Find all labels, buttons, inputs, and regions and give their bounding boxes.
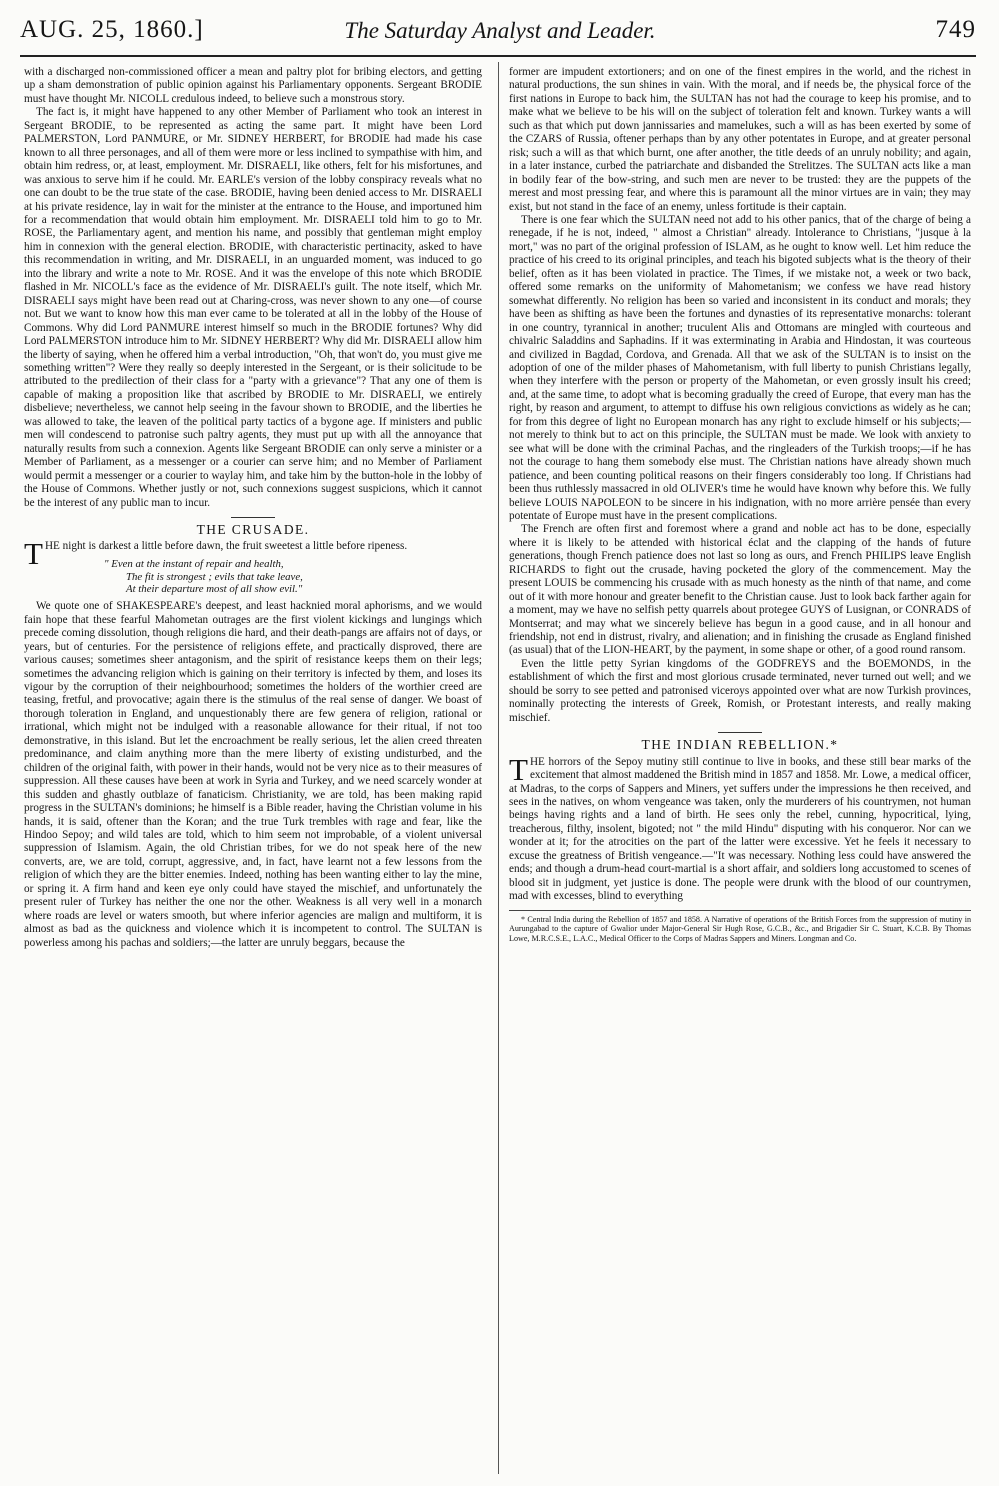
publication-title: The Saturday Analyst and Leader. bbox=[344, 18, 656, 43]
paragraph: Even the little petty Syrian kingdoms of the GODFREYS and the BOEMONDS, in the establishment of which the first and most glorious crusade terminated, never turned out well; and we should be sorry to see petted and patronised viceroys appointed over what are now Turkish provinces, nominally protecting the interests of Greek, Romish, or Protestant interests, and really making mischief. bbox=[509, 657, 971, 724]
column-divider bbox=[498, 62, 499, 1474]
paragraph: The French are often first and foremost where a grand and noble act has to be done, especially where it is likely to be attended with historical éclat and the clapping of the hands of future generations, though French patience does not last so long as ours, and French PHILIPS leave English RICHARDS to fight out the crusade, having pocketed the glory of the commencement. May the present LOUIS be commencing his crusade with as much honesty as the ninth of that name, and come out of it with more honour and greater benefit to the Christian cause. Just to look back farther again for a moment, may we have no selfish petty quarrels about protegee GUYS of Lusignan, or CONRADS of Montserrat; and may what we sincerely believe has begun in a good cause, and in all honour and friendship, not end in distrust, rivalry, and alienation; and in finishing the crusade as England finished (as usual) that of the LION-HEART, by the payment, in some shape or other, of a good round ransom. bbox=[509, 523, 971, 657]
indian-rebellion-opening bbox=[509, 751, 971, 904]
header-rule bbox=[20, 55, 976, 57]
running-head bbox=[20, 10, 976, 50]
crusade-heading: THE CRUSADE. bbox=[196, 521, 310, 537]
paragraph: We quote one of SHAKESPEARE's deepest, and least hacknied moral aphorisms, and we would fain hope that these fearful Mahometan outrages are the first violent kickings and lungings which precede coming dissolution, though religions die hard, and their death-pangs are affairs not of days, or years, but of centuries. For the persistence of religions effete, and practically disproved, there are various causes; sometimes sheer antagonism, and the spirit of resistance keeps them on their legs; sometimes the advancing religion which is gaining on their territory is infected by them, and loses its vigour by the corruption of their neighbourhood; sometimes the holders of the worthier creed are teasing, fretful, and provocative; again there is the stimulus of the real sense of danger. We boast of thorough toleration in England, and unquestionably there are few genera of religion, rational or irrational, which might not be indulged with a reasonable allowance for their ritual, if not too demonstrative, in this island. But let the encroachment be really serious, let the alien creed threaten predominance, and claim anything more than the mere liberty of existing undisturbed, and the children of the original faith, with power in their hands, would not be very nice as to their measures of suppression. All these causes have been at work in Syria and Turkey, and we need scarcely wonder at this sudden and ghastly outblaze of fanaticism. Christianity, we are told, has been making rapid progress in the SULTAN's dominions; he himself is a Bible reader, having the Christian volume in his hands, it is said, oftener than the Koran; and the true Turk trembles with rage and fear, like the Hindoo Sepoy; and wild tales are told, which to him seem not improbable, of a violent universal suppression of Islamism. Again, the old Christian tribes, for we do not speak here of the new converts, are, we are told, corrupt, aggressive, and, in fact, have learnt not a few lessons from the religion of which they are the bitter enemies. Indeed, nothing has been wanting either to lay the mine, or spring it. A firm hand and keen eye only could have stayed the mischief, and unfortunately the present ruler of Turkey has neither the one nor the other. Weakness is all very well in a monarch where roads are level or waters smooth, but where inferior agencies are malign and multiform, it is almost as bad as the quickness and violence which it is incompetent to control. The SULTAN is powerless among his pachas and soldiers;—the latter are unruly beggars, because the bbox=[24, 600, 482, 949]
paragraph: There is one fear which the SULTAN need not add to his other panics, that of the charge of being a renegade, if he is not, indeed, " almost a Christian" already. Intolerance to Christians, "jusque à la mort," was no part of the original profession of ISLAM, as he ought to know well. Let him reduce the practice of his creed to its original principles, and teach his bigoted subjects what is the theory of their belief, often as it has been violated in practice. The Times, if we mistake not, a week or two back, offered some remarks on the uniformity of Mahometanism; we confess we have read history somewhat differently. No religion has been so varied and inconsistent in its conduct and morals; they have been as shifting as have been the fortunes and dynasties of its representative monarchs: tolerant in one country, tyrannical in another; truculent Alis and Ottomans are mingled with courteous and chivalric Saladdins and Saphadins. If it was exterminating in Arabia and Hindostan, it was courteous and civilized in Bagdad, Cordova, and Grenada. All that we ask of the SULTAN is to insist on the adoption of one of the milder phases of Mahometanism, with full liberty to punish Christians legally, when they interfere with the person or property of the Mahometan, or even grossly insult his creed; and, at the same time, to adopt what is becoming gradually the creed of Europe, that every man has the right, by reason and argument, to attempt to diffuse his own religious convictions as widely as he can; for from this degree of light no European monarch has any right to exclude himself or his subjects;—not merely to think but to act on this principle, the SULTAN must be made. We look with anxiety to see what will be done with the criminal Pachas, and the ringleaders of the Turkish troops;—if he has not the courage to hang them somebody else must. The Christian nations have already shown much patience, and been counting political reasons on their fingers considerably too long. If Christians had been thus ruthlessly massacred in old OLIVER's time he would have known why before this. We fully believe LOUIS NAPOLEON to be sincere in his indignation, with no more arrière pensée than every potentate of Europe must have in the present complications. bbox=[509, 213, 971, 522]
indian-rebellion-opening-text: HE horrors of the Sepoy mutiny still continue to live in books, and these still bear marks of the excitement that almost maddened the British mind in 1857 and 1858. Mr. Lowe, a medical officer, at Madras, to the corps of Sappers and Miners, yet suffers under the impressions he then received, and sees in the natives, on whom vengeance was taken, only the murderers of his countrymen, not human beings having rights and a land of birth. He sees only the rebel, cunning, hypocritical, lying, treacherous, filthy, insolent, bigoted; not " the mild Hindu" disputing with his conqueror. Nor can we wonder at it; for the atrocities on the part of the latter were excessive. Yet he feels it necessary to excuse the greatness of British vengeance.—"It was necessary. Nothing less could have answered the ends; and though a drum-head court-martial is a short affair, and soldiers long accustomed to scenes of blood sit in judgment, yet justice is done. The people were drunk with the blood of our countrymen, mad with excesses, blind to everything bbox=[509, 755, 971, 903]
epigraph-line: The fit is strongest ; evils that take leave, bbox=[126, 570, 303, 583]
left-column bbox=[24, 66, 482, 1478]
page-number: 749 bbox=[935, 16, 976, 43]
issue-date: AUG. 25, 1860.] bbox=[20, 16, 204, 43]
paragraph: former are impudent extortioners; and on one of the finest empires in the world, and the richest in natural productions, the sun shines in vain. With the moral, and if needs be, the physical force of the first nations in Europe to back him, the SULTAN has not had the courage to keep his promise, and to make what we believe to be his will on the subject of toleration felt and known. Turkey wants a will such as that which put down jannissaries and mamelukes, such a will as has been exerted by some of the CZARS of Russia, oftener perhaps than by any other potentates in Europe, and at greater personal risk; such a will as that which burnt, one after another, the title deeds of an unruly nobility; and again, in a later instance, curbed the patriarchate and disbanded the Strelitzes. The SULTAN acts like a man in bodily fear of the bow-string, and such men are never to be trusted: they are the puppets of the merest and most pressing fear, and where this is paramount all the minor virtues are in vain; they may exist, but not stand in the face of an enemy, unless fortitude is their captain. bbox=[509, 66, 971, 213]
drop-cap: T bbox=[509, 751, 528, 787]
drop-cap: T bbox=[24, 536, 43, 572]
crusade-opening-text: HE night is darkest a little before dawn, the fruit sweetest a little before ripeness. bbox=[44, 540, 408, 553]
epigraph-line: " Even at the instant of repair and health, bbox=[104, 557, 284, 570]
footnote-rule bbox=[509, 910, 971, 911]
right-column bbox=[509, 66, 971, 1478]
indian-rebellion-heading: THE INDIAN REBELLION.* bbox=[641, 737, 839, 753]
paragraph: The fact is, it might have happened to any other Member of Parliament who took an interest in Sergeant BRODIE, to be represented as acting the same part. It might have been Lord PALMERSTON, Lord PANMURE, or Mr. SIDNEY HERBERT, for BRODIE had made his case known to all three personages, and all of them were more or less inclined to sympathise with him, and obtain him redress, or, at least, employment. Mr. DISRAELI, like others, felt for his misfortunes, and was anxious to serve him if he could. Mr. EARLE's version of the lobby conspiracy reveals what no one can doubt to be the true state of the case. BRODIE, having been denied access to Mr. DISRAELI at his private residence, lay in wait for the minister at the entrance to the House, and importuned him for a recommendation that would obtain him employment. Mr. DISRAELI told him to go to Mr. ROSE, the Parliamentary agent, and mention his name, and possibly that gentleman might employ him in connexion with the general election. BRODIE, with characteristic pertinacity, asked to have this recommendation in writing, and Mr. DISRAELI, in an unguarded moment, was induced to go into the library and write a note to Mr. ROSE. And it was the envelope of this note which BRODIE flashed in Mr. NICOLL's face as the evidence of Mr. DISRAELI's guilt. The note itself, which Mr. DISRAELI says might have been read out at Charing-cross, was never shown to any one—of course not. But we want to know how this man ever came to be tolerated at all in the lobby of the House of Commons. Why did Lord PANMURE interest himself so much in the BRODIE fortunes? Why did Lord PALMERSTON introduce him to Mr. SIDNEY HERBERT? Why did Mr. DISRAELI allow him the liberty of saying, when he offered him a verbal introduction, "Oh, that won't do, you must give me something written"? Were they really so deeply interested in the Sergeant, or is their solicitude to be attributed to the predilection of their class for a "party with a grievance"? That any one of them is capable of making a proposition like that ascribed by BRODIE to Mr. DISRAELI, we entirely disbelieve; nevertheless, we cannot help seeing in the favour shown to BRODIE, and the liberties he was allowed to take, the leaven of the political party tactics of a bygone age. If ministers and public men will condescend to patronise such paltry agents, they must put up with all the annoyance that naturally results from such a connexion. Agents like Sergeant BRODIE can only serve a minister or a Member of Parliament, as a messenger or a courier can serve him; and no Member of Parliament would permit a messenger or a courier to waylay him, and take him by the button-hole in the lobby of the House of Commons. Whether justly or not, such connexions suggest suspicions, which it cannot be the interest of any public man to incur. bbox=[24, 106, 482, 509]
epigraph bbox=[104, 558, 404, 596]
section-divider bbox=[718, 732, 762, 733]
epigraph-line: At their departure most of all show evil." bbox=[126, 583, 303, 596]
section-divider bbox=[231, 517, 275, 518]
footnote: * Central India during the Rebellion of 1857 and 1858. A Narrative of operations of the British Forces from the suppression of mutiny in Aurungabad to the capture of Gwalior under Major-General Sir Hugh Rose, G.C.B., &c., and Brigadier Sir C. Stuart, K.C.B. By Thomas Lowe, M.R.C.S.E., L.A.C., Medical Officer to the Corps of Madras Sappers and Miners. Longman and Co. bbox=[509, 914, 971, 943]
article-continuation: with a discharged non-commissioned officer a mean and paltry plot for bribing electors, and getting up a sham demonstration of public opinion against his Parliamentary opponents. Sergeant BRODIE must have thought Mr. NICOLL credulous indeed, to believe such a monstrous story. bbox=[24, 66, 482, 105]
